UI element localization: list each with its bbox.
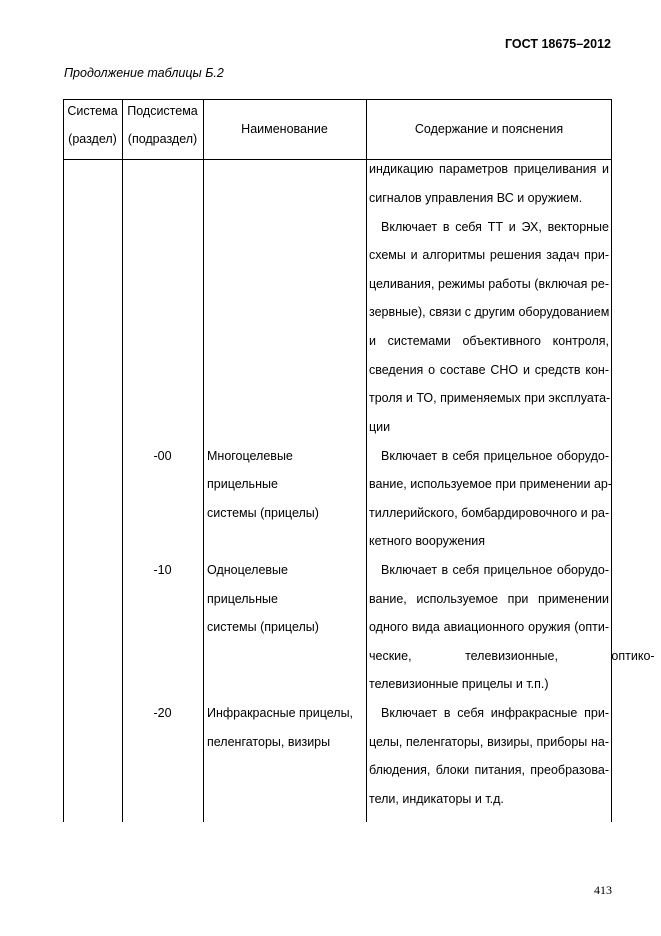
desc-line: кетного вооружения (369, 534, 486, 548)
table-caption: Продолжение таблицы Б.2 (64, 66, 224, 80)
header-name-label: Наименование (241, 122, 328, 136)
row-name-line: пеленгаторы, визиры (207, 735, 331, 749)
row-name-line: Многоцелевые (207, 449, 293, 463)
desc-line: зервные), связи с другим оборудованием (369, 305, 610, 319)
desc-line: блюдения, блоки питания, преобразова- (369, 763, 609, 777)
header-system (63, 99, 122, 159)
col-border-2 (203, 99, 204, 822)
desc-line: целы, пеленгаторы, визиры, приборы на- (369, 735, 609, 749)
header-system-line1: Система (67, 104, 118, 118)
desc-line: ческие, телевизионные, оптико- (369, 649, 655, 663)
row-name-line: прицельные (207, 477, 278, 491)
desc-line: тели, индикаторы и т.д. (369, 792, 504, 806)
desc-line: ции (369, 420, 391, 434)
col-border-left (63, 99, 64, 822)
header-subsystem-line1: Подсистема (127, 104, 198, 118)
desc-line: Включает в себя прицельное оборудо- (381, 449, 609, 463)
desc-line: Включает в себя прицельное оборудо- (381, 563, 609, 577)
header-subsystem (122, 99, 203, 159)
desc-line: телевизионные прицелы и т.п.) (369, 677, 549, 691)
desc-line: сигналов управления ВС и оружием. (369, 191, 583, 205)
row-code: -10 (153, 563, 172, 577)
header-name (203, 99, 366, 159)
desc-line: схемы и алгоритмы решения задач при- (369, 248, 609, 262)
desc-line: сведения о составе СНО и средств кон- (369, 363, 609, 377)
desc-line: троля и ТО, применяемых при эксплуата- (369, 391, 611, 405)
col-border-right (611, 99, 612, 822)
col-border-3 (366, 99, 367, 822)
header-bottom-border (63, 159, 612, 160)
desc-line: вание, используемое при применении (369, 592, 609, 606)
desc-line: целивания, режимы работы (включая ре- (369, 277, 609, 291)
desc-line: Включает в себя ТТ и ЭХ, векторные (381, 220, 609, 234)
desc-line: Включает в себя инфракрасные при- (381, 706, 609, 720)
standard-number: ГОСТ 18675–2012 (505, 37, 611, 51)
header-content-label: Содержание и пояснения (414, 122, 564, 136)
page-number: 413 (594, 883, 612, 897)
header-system-line2: (раздел) (68, 132, 117, 146)
row-name-line: Инфракрасные прицелы, (207, 706, 354, 720)
row-name-line: прицельные (207, 592, 278, 606)
row-name-line: системы (прицелы) (207, 620, 319, 634)
data-table (63, 99, 655, 822)
desc-line: вание, используемое при применении ар- (369, 477, 613, 491)
row-name-line: Одноцелевые (207, 563, 288, 577)
desc-line: и системами объективного контроля, (369, 334, 609, 348)
row-code: -00 (153, 449, 172, 463)
desc-line: тиллерийского, бомбардировочного и ра- (369, 506, 610, 520)
header-subsystem-line2: (подраздел) (127, 132, 198, 146)
row-code: -20 (153, 706, 172, 720)
header-content (366, 99, 612, 159)
desc-line: одного вида авиационного оружия (опти- (369, 620, 609, 634)
row-name-line: системы (прицелы) (207, 506, 319, 520)
desc-line: индикацию параметров прицеливания и (369, 162, 609, 176)
